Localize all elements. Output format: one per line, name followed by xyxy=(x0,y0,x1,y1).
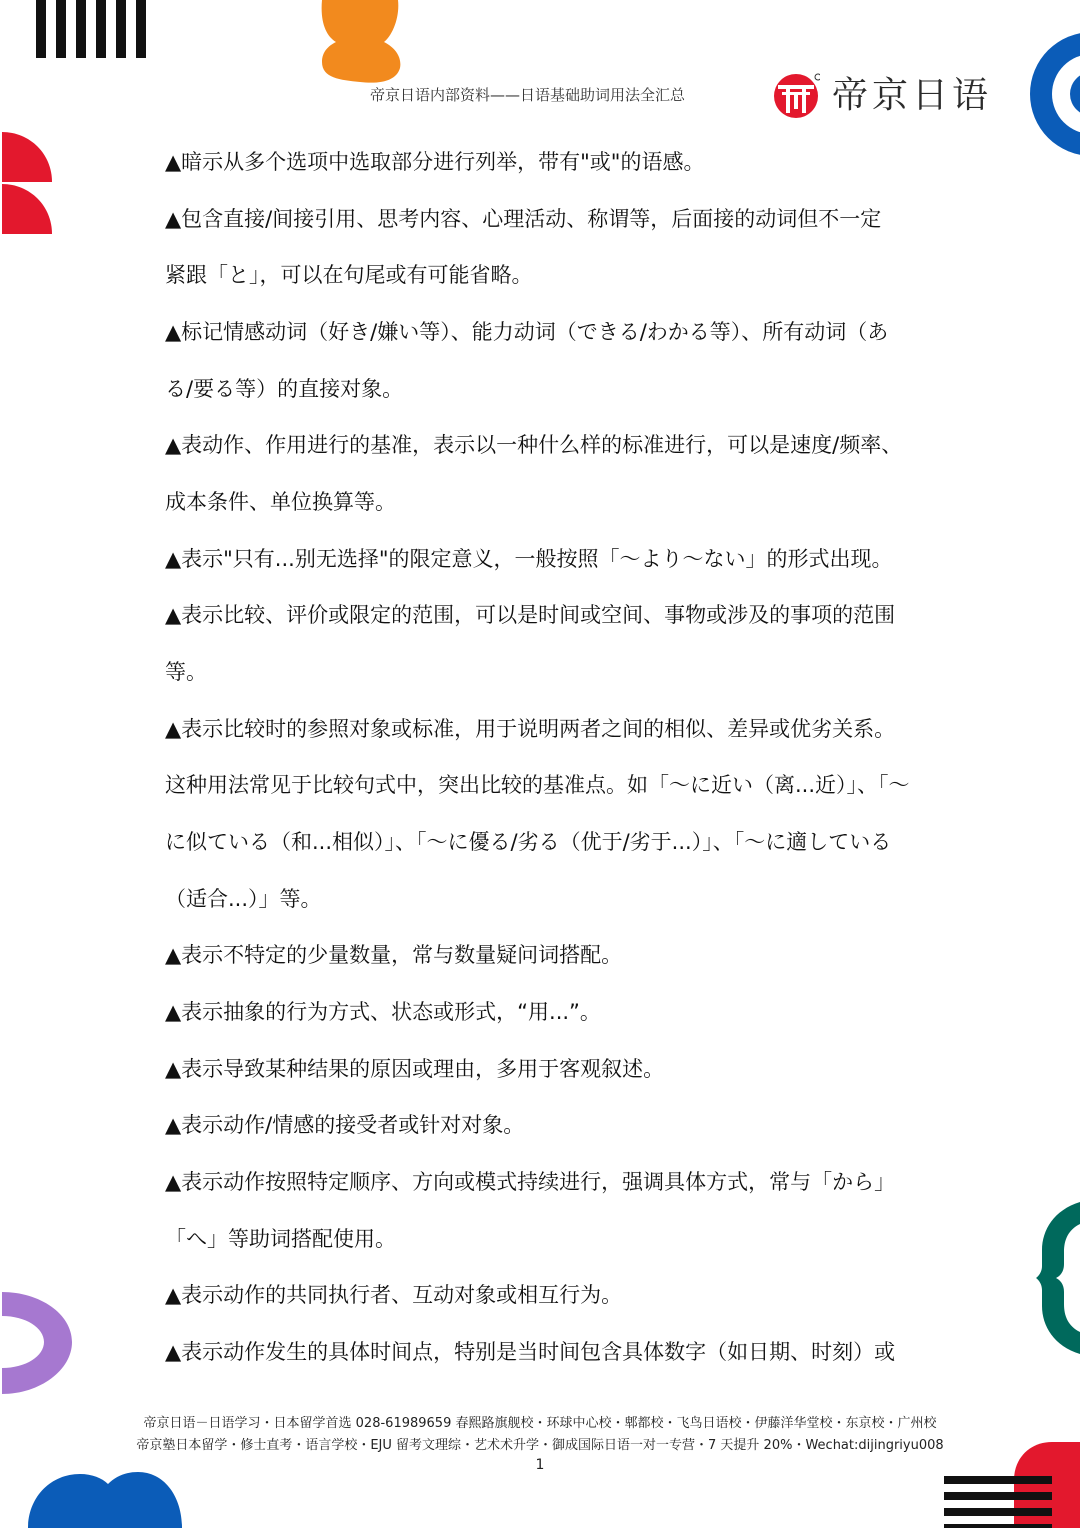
body-line: （适合...）」等。 xyxy=(165,887,322,911)
decorative-red-semicircles xyxy=(0,130,54,236)
body-line: ▲表动作、作用进行的基准，表示以一种什么样的标准进行，可以是速度/频率、 xyxy=(165,433,903,457)
decorative-blue-ring xyxy=(1020,30,1080,160)
decorative-barcode-stripes xyxy=(36,0,148,62)
body-line: ▲表示动作按照特定顺序、方向或模式持续进行，强调具体方式，常与「から」 xyxy=(165,1170,896,1194)
page-number: 1 xyxy=(535,1457,545,1473)
torii-gate-icon xyxy=(772,73,820,119)
body-line: 紧跟「と」，可以在句尾或有可能省略。 xyxy=(165,263,533,287)
body-line: 成本条件、单位换算等。 xyxy=(165,490,396,514)
body-line: ▲表示"只有...别无选择"的限定意义，一般按照「～より～ない」的形式出现。 xyxy=(165,547,893,571)
brand-name: 帝京日语 xyxy=(832,75,993,116)
document-title: 帝京日语内部资料——日语基础助词用法全汇总 xyxy=(370,86,686,104)
body-line: 这种用法常见于比较句式中，突出比较的基准点。如「～に近い（离...近）」、「～ xyxy=(165,773,910,797)
body-line: ▲表示动作/情感的接受者或针对对象。 xyxy=(165,1113,525,1137)
body-line: に似ている（和...相似）」、「～に優る/劣る（优于/劣于...）」、「～に適している xyxy=(165,830,892,854)
body-line: ▲暗示从多个选项中选取部分进行列举，带有"或"的语感。 xyxy=(165,150,705,174)
body-line: ▲表示动作发生的具体时间点，特别是当时间包含具体数字（如日期、时刻）或 xyxy=(165,1340,896,1364)
body-line: 「へ」等助词搭配使用。 xyxy=(165,1227,396,1251)
body-line: ▲标记情感动词（好き/嫌い等）、能力动词（できる/わかる等）、所有动词（あ xyxy=(165,320,889,344)
brand-logo xyxy=(772,72,992,120)
body-line: ▲表示动作的共同执行者、互动对象或相互行为。 xyxy=(165,1283,623,1307)
body-line: 等。 xyxy=(165,660,207,684)
body-line: ▲表示抽象的行为方式、状态或形式，“用...”。 xyxy=(165,1000,601,1024)
decorative-blue-cloud xyxy=(28,1470,184,1528)
footer-services-line: 帝京塾日本留学・修士直考・语言学校・EJU 留考文理综・艺术术升学・御成国际日语一对一专营・7 天提升 20%・Wechat:dijingriyu008 xyxy=(136,1438,944,1453)
body-line: ▲表示不特定的少量数量，常与数量疑问词搭配。 xyxy=(165,943,623,967)
body-line: ▲包含直接/间接引用、思考内容、心理活动、称谓等，后面接的动词但不一定 xyxy=(165,207,882,231)
body-line: ▲表示比较时的参照对象或标准，用于说明两者之间的相似、差异或优劣关系。 xyxy=(165,717,896,741)
body-line: る/要る等）的直接对象。 xyxy=(165,377,404,401)
body-line: ▲表示导致某种结果的原因或理由，多用于客观叙述。 xyxy=(165,1057,665,1081)
body-line: ▲表示比较、评价或限定的范围，可以是时间或空间、事物或涉及的事项的范围 xyxy=(165,603,896,627)
decorative-red-black-corner xyxy=(944,1440,1080,1528)
decorative-orange-blob xyxy=(318,0,404,84)
decorative-purple-arc xyxy=(0,1290,74,1396)
footer-contact-line: 帝京日语－日语学习・日本留学首选 028-61989659 春熙路旗舰校・环球中心校・郫都校・飞鸟日语校・伊藤洋华堂校・东京校・广州校 xyxy=(143,1416,937,1431)
decorative-teal-bracket xyxy=(1036,1200,1080,1356)
